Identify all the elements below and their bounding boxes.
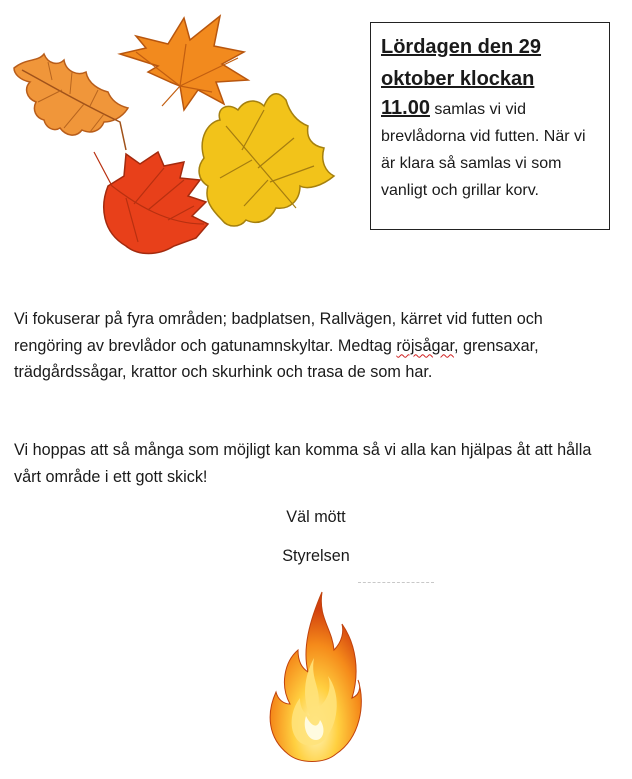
yellow-leaf-icon: [199, 94, 334, 226]
paragraph-text: Vi fokuserar på fyra områden; badplatsen, Rallvägen, kärret vid futten och rengöring av brevlådor och gatunamnskyltar. Medtag: [14, 310, 543, 355]
greeting-line: Väl mött: [286, 508, 346, 526]
red-leaf-icon: [94, 152, 208, 254]
event-info-box: [370, 22, 610, 230]
event-time: 11.00: [381, 97, 430, 119]
oak-leaf-icon: [14, 54, 128, 150]
autumn-leaves-illustration: [8, 10, 348, 260]
paragraph-text: , grensaxar, trädgårdssågar, krattor och skurhink och trasa de som har.: [14, 336, 539, 381]
event-text: samlas vi vid brevlådorna vid futten. När vi är klara så samlas vi som vanligt och grillar korv.: [381, 101, 586, 199]
flame-illustration: [262, 588, 362, 768]
maple-leaf-icon: [120, 16, 248, 110]
spellcheck-flagged-word[interactable]: röjsågar: [396, 336, 455, 355]
event-description: [381, 95, 599, 204]
focus-areas-paragraph: [14, 306, 614, 386]
hope-paragraph: Vi hoppas att så många som möjligt kan komma så vi alla kan hjälpas åt att hålla vårt område i ett gott skick!: [14, 441, 592, 486]
signature-line: Styrelsen: [282, 547, 350, 565]
divider: [358, 582, 434, 585]
event-date-heading: Lördagen den 29 oktober klockan: [381, 36, 542, 90]
